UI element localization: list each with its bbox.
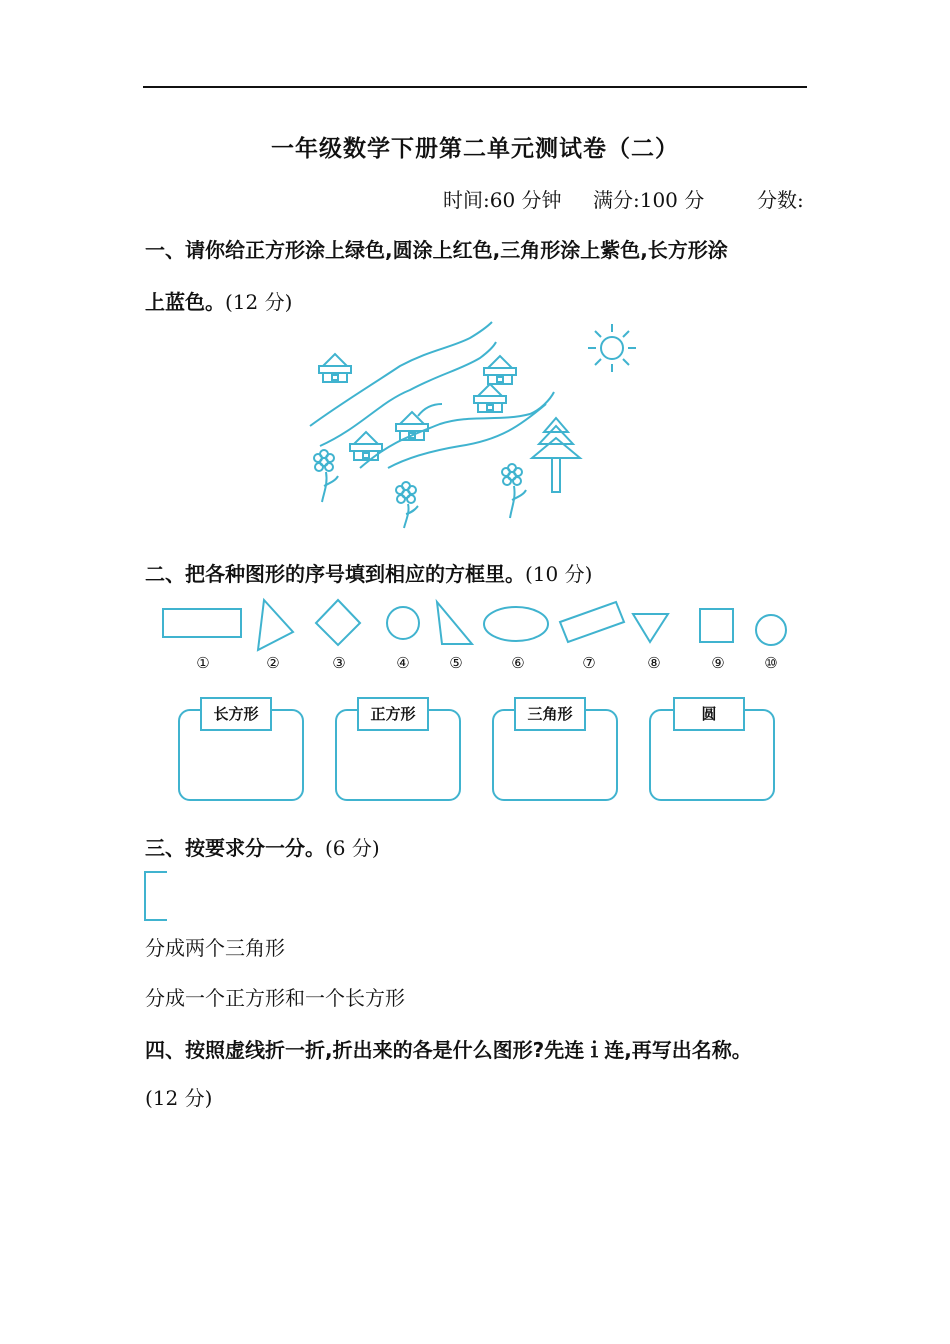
- q2-text: 二、把各种图形的序号填到相应的方框里。: [145, 562, 525, 586]
- shape-number-10: ⑩: [764, 654, 778, 672]
- q3-figure-fragment: [143, 870, 169, 922]
- answer-box-label-circle: 圆: [673, 697, 745, 731]
- shape-number-6: ⑥: [511, 654, 525, 672]
- shape-number-9: ⑨: [711, 654, 725, 672]
- shape-5-triangle: [437, 602, 472, 644]
- answer-box-label-rectangle: 长方形: [200, 697, 272, 731]
- full-score-label: 满分:100 分: [593, 188, 705, 212]
- shape-2-triangle: [258, 600, 293, 650]
- shape-number-7: ⑦: [582, 654, 596, 672]
- shape-number-2: ②: [266, 654, 280, 672]
- q4-line1: 四、按照虚线折一折,折出来的各是什么图形?先连ｉ连,再写出名称。: [145, 1038, 752, 1062]
- q3-points: (6 分): [325, 836, 380, 860]
- q1-line2-text: 上蓝色。: [145, 290, 225, 314]
- sun-icon: [588, 324, 636, 372]
- shape-1-rectangle: [163, 609, 241, 637]
- pine-tree-icon: [532, 418, 580, 492]
- shape-6-ellipse: [484, 607, 548, 641]
- answer-box-label-square: 正方形: [357, 697, 429, 731]
- house-icon: [484, 356, 516, 384]
- shape-8-triangle: [633, 614, 668, 642]
- q2-shapes-row: [150, 592, 800, 652]
- flower-icon: [502, 464, 526, 518]
- shape-7-tilted-rectangle: [560, 602, 624, 642]
- q3-item-2: 分成一个正方形和一个长方形: [145, 986, 405, 1010]
- shape-number-4: ④: [396, 654, 410, 672]
- shape-number-3: ③: [332, 654, 346, 672]
- top-rule: [143, 86, 807, 88]
- answer-box-label-triangle: 三角形: [514, 697, 586, 731]
- river-stream: [418, 404, 442, 416]
- q1-line2: [145, 286, 292, 315]
- shape-3-diamond: [316, 600, 360, 645]
- house-icon: [350, 432, 382, 460]
- shape-number-8: ⑧: [647, 654, 661, 672]
- q3-item-1: 分成两个三角形: [145, 936, 285, 960]
- shape-9-square: [700, 609, 733, 642]
- q3-text: 三、按要求分一分。: [145, 836, 325, 860]
- q4-points: (12 分): [145, 1086, 213, 1110]
- q2-points: (10 分): [525, 562, 593, 586]
- shape-number-1: ①: [196, 654, 210, 672]
- q1-landscape-illustration: [300, 318, 640, 530]
- score-label: 分数:: [757, 188, 804, 212]
- page-title: 一年级数学下册第二单元测试卷（二）: [271, 135, 679, 162]
- q2-heading: [145, 558, 592, 587]
- flower-icon: [396, 482, 418, 528]
- river-bank-lower2: [360, 392, 554, 468]
- house-icon: [319, 354, 351, 382]
- time-label: 时间:60 分钟: [443, 188, 562, 212]
- q3-heading: [145, 832, 380, 861]
- q1-points: (12 分): [225, 290, 293, 314]
- shape-number-5: ⑤: [449, 654, 463, 672]
- shape-4-circle: [387, 607, 419, 639]
- house-icon: [474, 384, 506, 412]
- flower-icon: [314, 450, 338, 502]
- q1-line1: 一、请你给正方形涂上绿色,圆涂上红色,三角形涂上紫色,长方形涂: [145, 238, 728, 262]
- shape-10-circle: [756, 615, 786, 645]
